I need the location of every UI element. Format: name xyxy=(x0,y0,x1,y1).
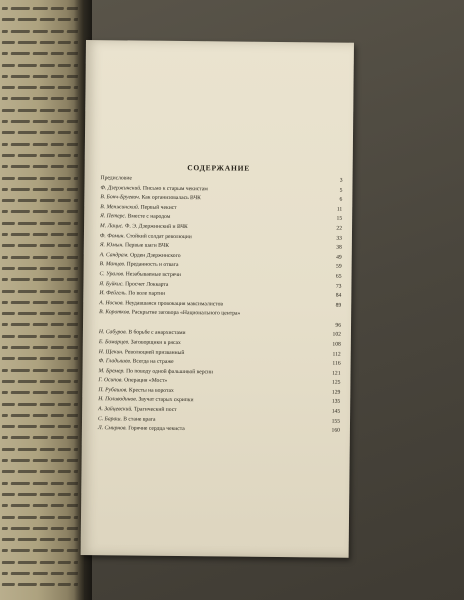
contents-entry-author: Ф. Фомин. xyxy=(99,232,125,239)
left-page-text-line xyxy=(2,140,79,146)
contents-entry-title: Операция «Мост» xyxy=(124,377,168,385)
contents-entry-title: Горячие сердца чекиста xyxy=(128,425,185,433)
left-page-text-line xyxy=(2,106,79,112)
contents-entry-page: 33 xyxy=(336,235,342,242)
contents-entry-text xyxy=(100,203,300,213)
contents-entry-page: 121 xyxy=(332,370,341,377)
contents-entry-author: С. Бараш. xyxy=(98,415,122,423)
left-page-text-line xyxy=(2,354,79,360)
left-page-text-line xyxy=(2,128,79,134)
contents-entry-title: Как организовалась ВЧК xyxy=(141,194,201,202)
contents-entry-title: Просчет Локкарта xyxy=(125,280,169,288)
left-page-text-line xyxy=(2,332,79,338)
contents-entry-page: 59 xyxy=(336,263,342,271)
contents-entry-title: Первые шаги ВЧК xyxy=(125,242,169,250)
left-page-text-line xyxy=(2,49,79,55)
left-page-text-line xyxy=(2,400,79,406)
contents-entry-text xyxy=(100,213,300,223)
contents-entry-text xyxy=(99,299,299,309)
contents-entry-page: 102 xyxy=(332,331,341,338)
contents-entry-title: Раскрытие заговора «Национального центра» xyxy=(131,309,241,317)
contents-entry-text xyxy=(100,184,300,194)
contents-entry-title: Незабываемые встречи xyxy=(125,271,181,278)
left-page-text-line xyxy=(2,185,79,191)
contents-entry-text xyxy=(99,328,299,338)
contents-entry-page: 160 xyxy=(331,427,340,434)
left-page-text-line xyxy=(2,456,79,462)
left-page xyxy=(0,0,84,600)
contents-entry-text xyxy=(99,308,299,318)
left-page-text-line xyxy=(2,207,79,213)
contents-entry-text xyxy=(98,386,298,396)
contents-entry-author: Н. Поливодинов. xyxy=(98,396,138,404)
contents-entry-author: М. Бремер. xyxy=(98,367,125,375)
contents-entry-author: Е. Бомарцев. xyxy=(98,339,130,346)
contents-entry-title: Орден Дзержинского xyxy=(130,252,181,259)
contents-entry-page: 112 xyxy=(332,351,341,358)
contents-entry-title: Кресты на воротах xyxy=(128,387,174,394)
left-page-text-line xyxy=(2,117,79,123)
contents-entry-title: Неудавшаяся провокация максималистов xyxy=(125,300,224,308)
left-page-text-line xyxy=(2,253,79,259)
contents-entry-text xyxy=(99,348,299,358)
left-page-text-line xyxy=(2,580,79,586)
contents-entry-author: С. Уралов. xyxy=(99,271,125,278)
left-page-text-line xyxy=(2,94,79,100)
left-page-text-line xyxy=(2,241,79,247)
contents-entry-text xyxy=(99,338,299,348)
left-page-text-line xyxy=(2,83,79,89)
contents-entry-page: 116 xyxy=(332,360,341,367)
left-page-text-line xyxy=(2,61,79,67)
left-page-text-line xyxy=(2,287,79,293)
left-page-text-line xyxy=(2,27,79,33)
contents-entry-page: 108 xyxy=(332,341,341,348)
contents-entry-author: П. Рубашов. xyxy=(98,387,128,394)
left-page-text-line xyxy=(2,569,79,575)
contents-entry-author: Я. Петерс. xyxy=(100,213,127,220)
contents-entry-page: 65 xyxy=(335,273,342,280)
contents-entry-author: А. Сандрам. xyxy=(99,251,129,259)
contents-entry-title: Вместе с народом xyxy=(127,213,171,221)
left-page-text-line xyxy=(2,467,79,473)
contents-entry-text xyxy=(99,289,299,299)
contents-entry-author: А. Зайцевский. xyxy=(98,406,133,413)
contents-entry-page: 11 xyxy=(336,206,343,213)
contents-entry-page: 73 xyxy=(335,283,342,290)
contents-entry-author: М. Лацис. xyxy=(100,223,124,230)
left-page-text-line xyxy=(2,513,79,519)
left-page-text-line xyxy=(2,388,79,394)
contents-entry-author: Ф. Дзержинский. xyxy=(100,184,142,192)
contents-entry-page: 38 xyxy=(336,244,342,251)
left-page-text-line xyxy=(2,151,79,157)
contents-entry-title: Трагический пост xyxy=(133,406,177,414)
contents-entry-text xyxy=(98,367,298,377)
contents-entry-page: 6 xyxy=(339,196,343,203)
contents-entry-title: Революцией призванный xyxy=(124,348,185,356)
contents-entry-page: 5 xyxy=(339,187,343,194)
contents-entry-title: Первый чекист xyxy=(140,204,177,211)
contents-entry-author: В. Менжинский. xyxy=(100,203,140,211)
left-page-text-line xyxy=(2,558,79,564)
left-page-text-line xyxy=(2,343,79,349)
contents-entry-text xyxy=(98,376,298,386)
contents-entry-text xyxy=(100,251,300,261)
contents-entry-author: Ф. Гладышев. xyxy=(98,358,132,365)
left-page-text-line xyxy=(2,15,79,21)
contents-entry-title: По поводу одной фальшивой версии xyxy=(126,368,214,376)
contents-entry-page: 84 xyxy=(335,292,342,299)
contents-entry-page: 145 xyxy=(331,408,341,415)
contents-entry-title: В борьбе с анархистами xyxy=(128,329,186,337)
left-page-text-line xyxy=(2,546,79,552)
contents-entry-author: В. Манцев. xyxy=(99,261,126,268)
left-page-text-line xyxy=(2,4,79,10)
contents-entry-page: 135 xyxy=(331,399,341,406)
left-page-text-line xyxy=(2,490,79,496)
contents-entry-text xyxy=(101,174,301,184)
contents-entry-title: Всегда на страже xyxy=(132,358,174,366)
contents-entry-page: 49 xyxy=(336,254,342,261)
contents-entry-author: И. Фейгель. xyxy=(99,290,127,297)
contents-entry-title: Ф. Э. Дзержинский и ВЧК xyxy=(124,223,188,231)
contents-entry-page: 96 xyxy=(335,322,342,329)
left-page-text-line xyxy=(2,445,79,451)
left-page-text-line xyxy=(2,411,79,417)
left-page-text-line xyxy=(2,377,79,383)
left-page-text-line xyxy=(2,479,79,485)
contents-entry-author: В. Бонч-Бруевич. xyxy=(100,194,141,201)
contents-entry-text xyxy=(99,280,299,290)
contents-entry-author: Н. Сабуров. xyxy=(98,329,127,336)
contents-entry-text xyxy=(98,396,298,406)
contents-entry-text xyxy=(100,270,300,280)
contents-entry-page: 22 xyxy=(336,225,343,232)
left-page-text-line xyxy=(2,366,79,372)
contents-entry-text xyxy=(100,260,300,270)
contents-entry-text xyxy=(100,241,300,251)
left-page-text-line xyxy=(2,535,79,541)
left-page-text-line xyxy=(2,38,79,44)
left-page-text-line xyxy=(2,264,79,270)
left-page-text-line xyxy=(2,275,79,281)
left-page-text-line xyxy=(2,162,79,168)
contents-entry xyxy=(99,308,341,331)
contents-entry-page: 3 xyxy=(339,177,343,184)
contents-entry-text xyxy=(98,424,298,434)
contents-entry-author: Я. Юмын. xyxy=(99,242,124,249)
left-page-text-line xyxy=(2,230,79,236)
left-page-text-line xyxy=(2,501,79,507)
contents-title: СОДЕРЖАНИЕ xyxy=(187,163,251,173)
contents-entry-text xyxy=(100,193,300,203)
left-page-text-line xyxy=(2,309,79,315)
contents-entry-text xyxy=(100,222,300,232)
contents-entry-text xyxy=(100,232,300,242)
contents-entry-title: Предисловие xyxy=(100,175,132,182)
contents-entry-title: Письмо к старым чекистам xyxy=(142,185,208,192)
contents-entry-title: В стане врага xyxy=(123,416,156,423)
contents-entry-author: Н. Щекин. xyxy=(98,348,124,355)
left-page-text-line xyxy=(2,320,79,326)
contents-page xyxy=(81,40,354,558)
contents-entry-text xyxy=(98,415,298,425)
left-page-text-line xyxy=(2,524,79,530)
contents-entry-title: Заговорщики в рясах xyxy=(130,339,181,346)
left-page-text-line xyxy=(2,433,79,439)
left-page-text-line xyxy=(2,422,79,428)
contents-entry-title: По воле партии xyxy=(128,290,166,297)
contents-entry-author: А. Носков. xyxy=(99,299,124,307)
contents-entry-author: Я. Буйкис. xyxy=(99,280,124,287)
contents-entry-title: Звучат старых скрипки xyxy=(138,397,194,404)
contents-entry-title: Преданность и отвага xyxy=(126,261,179,269)
contents-entry-author: В. Коротков. xyxy=(99,309,131,316)
left-page-text-line xyxy=(2,196,79,202)
left-page-text-line xyxy=(2,219,79,225)
contents-entry-page: 155 xyxy=(331,418,341,425)
contents-entry-page: 125 xyxy=(332,379,341,386)
contents-entry-text xyxy=(99,357,299,367)
contents-entry-author: Л. Смирнов. xyxy=(97,425,127,432)
left-page-text-line xyxy=(2,174,79,180)
contents-entry-page: 15 xyxy=(336,216,343,223)
contents-entry-title: Стойкий солдат революции xyxy=(126,232,192,240)
contents-entry-page: 89 xyxy=(335,302,342,309)
contents-entry-text xyxy=(98,405,298,415)
contents-list xyxy=(98,174,343,436)
contents-entry-author: Г. Осипов. xyxy=(98,377,123,384)
contents-entry-page: 129 xyxy=(331,389,341,396)
contents-entry xyxy=(98,424,340,436)
left-page-text-line xyxy=(2,72,79,78)
left-page-text-line xyxy=(2,298,79,304)
